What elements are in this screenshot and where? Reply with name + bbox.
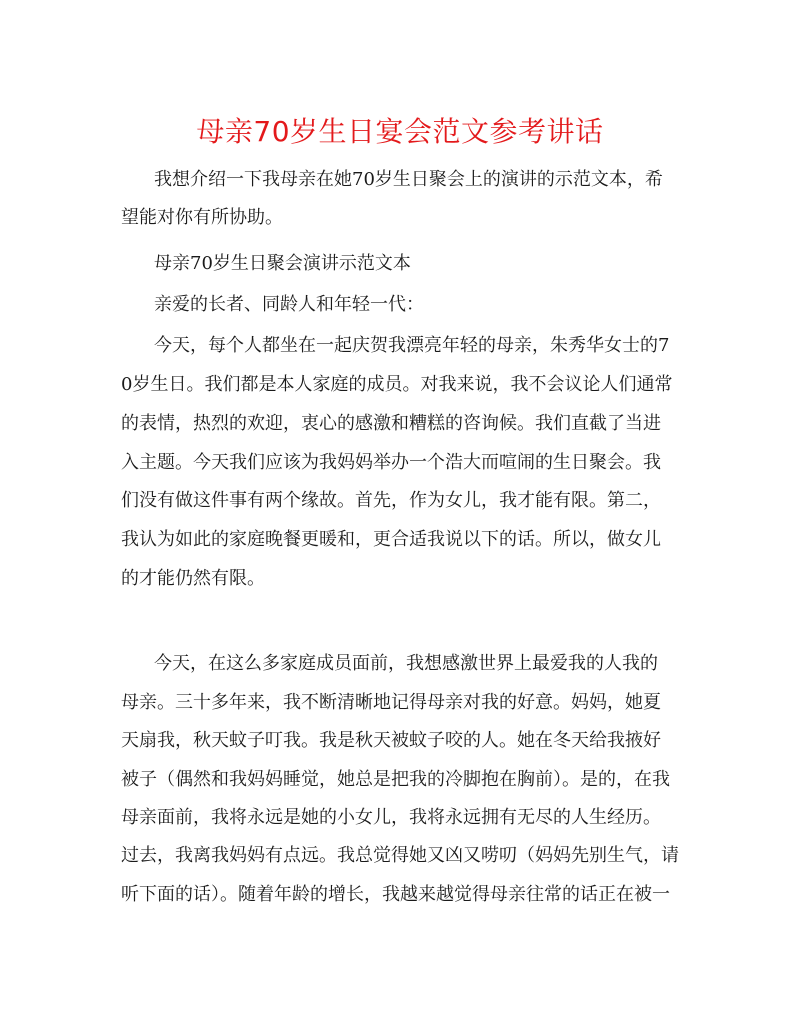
paragraph-line: 入主题。今天我们应该为我妈妈举办一个浩大而喧闹的生日聚会。我 — [121, 452, 661, 473]
paragraph-line: 今天，在这么多家庭成员面前，我想感激世界上最爱我的人我的 — [154, 653, 658, 674]
paragraph-line: 我想介绍一下我母亲在她70岁生日聚会上的演讲的示范文本，希 — [154, 169, 663, 190]
paragraph-line: 母亲70岁生日聚会演讲示范文本 — [154, 253, 411, 274]
paragraph-line: 天扇我，秋天蚊子叮我。我是秋天被蚊子咬的人。她在冬天给我掖好 — [121, 730, 661, 751]
paragraph-line: 我认为如此的家庭晚餐更暖和，更合适我说以下的话。所以，做女儿 — [121, 529, 661, 550]
paragraph-line: 母亲。三十多年来，我不断清晰地记得母亲对我的好意。妈妈，她夏 — [121, 692, 661, 713]
paragraph-line: 亲爱的长者、同龄人和年轻一代： — [154, 294, 424, 315]
paragraph-line: 的才能仍然有限。 — [121, 568, 265, 589]
paragraph-line: 被子（偶然和我妈妈睡觉，她总是把我的冷脚抱在胸前）。是的，在我 — [121, 769, 670, 790]
paragraph-line: 望能对你有所协助。 — [121, 207, 283, 228]
paragraph-line: 今天，每个人都坐在一起庆贺我漂亮年轻的母亲，朱秀华女士的7 — [154, 335, 670, 356]
paragraph-line: 听下面的话）。随着年龄的增长，我越来越觉得母亲往常的话正在被一 — [121, 884, 670, 905]
page-title: 母亲70岁生日宴会范文参考讲话 — [196, 115, 604, 148]
paragraph-line: 母亲面前，我将永远是她的小女儿，我将永远拥有无尽的人生经历。 — [121, 807, 661, 828]
paragraph-line: 们没有做这件事有两个缘故。首先，作为女儿，我才能有限。第二， — [121, 490, 661, 511]
paragraph-line: 0岁生日。我们都是本人家庭的成员。对我来说，我不会议论人们通常 — [121, 374, 673, 395]
paragraph-line: 的表情，热烈的欢迎，衷心的感激和糟糕的咨询候。我们直截了当进 — [121, 413, 661, 434]
paragraph-line: 过去，我离我妈妈有点远。我总觉得她又凶又唠叨（妈妈先别生气，请 — [121, 845, 679, 866]
